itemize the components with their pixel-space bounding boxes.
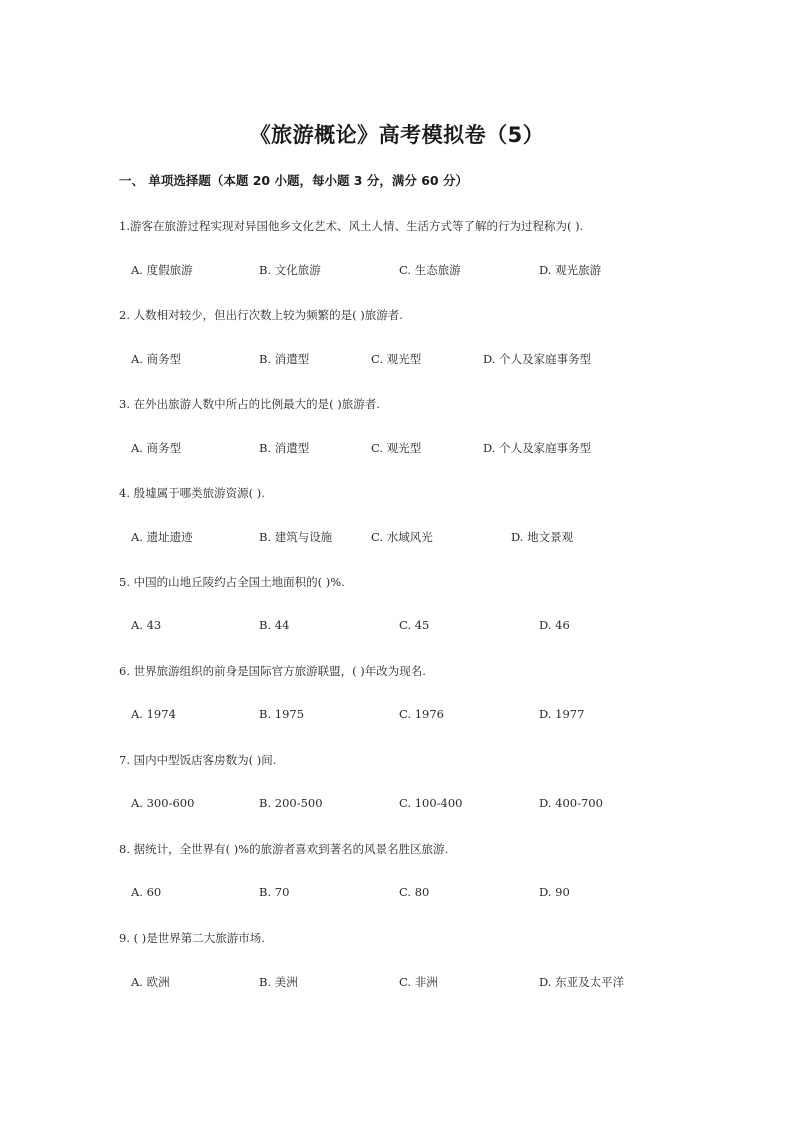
option-d: D. 400-700 <box>539 796 603 810</box>
question-4: 4. 殷墟属于哪类旅游资源( ). <box>119 486 265 500</box>
question-8: 8. 据统计，全世界有( )%的旅游者喜欢到著名的风景名胜区旅游. <box>119 842 449 856</box>
question-5: 5. 中国的山地丘陵约占全国土地面积的( )%. <box>119 575 345 589</box>
option-d: D. 观光旅游 <box>539 263 602 277</box>
option-a: A. 300-600 <box>131 796 195 810</box>
question-7: 7. 国内中型饭店客房数为( )间. <box>119 753 277 767</box>
question-6-options <box>0 707 794 723</box>
question-8-options <box>0 885 794 901</box>
section-heading: 一、 单项选择题（本题 20 小题，每小题 3 分，满分 60 分） <box>119 173 468 188</box>
option-d: D. 个人及家庭事务型 <box>483 441 592 455</box>
option-b: B. 消遣型 <box>259 352 310 366</box>
option-b: B. 44 <box>259 618 290 632</box>
option-a: A. 度假旅游 <box>131 263 193 277</box>
option-b: B. 建筑与设施 <box>259 530 333 544</box>
option-a: A. 欧洲 <box>131 975 170 989</box>
question-7-options <box>0 796 794 812</box>
question-6: 6. 世界旅游组织的前身是国际官方旅游联盟，( )年改为现名. <box>119 664 426 678</box>
option-c: C. 水域风光 <box>371 530 433 544</box>
question-5-options <box>0 618 794 634</box>
option-c: C. 1976 <box>399 707 444 721</box>
option-d: D. 46 <box>539 618 570 632</box>
option-b: B. 消遣型 <box>259 441 310 455</box>
question-1: 1.游客在旅游过程实现对异国他乡文化艺术、风土人情、生活方式等了解的行为过程称为( ). <box>119 219 584 233</box>
question-9-options <box>0 974 794 990</box>
option-c: C. 80 <box>399 885 430 899</box>
option-b: B. 美洲 <box>259 975 298 989</box>
option-a: A. 商务型 <box>131 352 182 366</box>
option-d: D. 个人及家庭事务型 <box>483 352 592 366</box>
option-c: C. 观光型 <box>371 352 422 366</box>
option-d: D. 1977 <box>539 707 585 721</box>
option-c: C. 45 <box>399 618 430 632</box>
option-d: D. 90 <box>539 885 570 899</box>
option-c: C. 生态旅游 <box>399 263 461 277</box>
option-a: A. 60 <box>131 885 162 899</box>
option-b: B. 文化旅游 <box>259 263 321 277</box>
question-1-options <box>0 262 794 278</box>
option-a: A. 遗址遗迹 <box>131 530 193 544</box>
option-c: C. 非洲 <box>399 975 438 989</box>
question-2-options <box>0 351 794 367</box>
question-4-options <box>0 529 794 545</box>
option-b: B. 70 <box>259 885 290 899</box>
question-3-options <box>0 440 794 456</box>
option-b: B. 1975 <box>259 707 305 721</box>
question-2: 2. 人数相对较少，但出行次数上较为频繁的是( )旅游者. <box>119 308 403 322</box>
page-title: 《旅游概论》高考模拟卷（5） <box>249 123 545 147</box>
option-a: A. 商务型 <box>131 441 182 455</box>
option-b: B. 200-500 <box>259 796 323 810</box>
option-d: D. 地文景观 <box>511 530 574 544</box>
question-9: 9. ( )是世界第二大旅游市场. <box>119 931 265 945</box>
option-a: A. 43 <box>131 618 162 632</box>
option-c: C. 观光型 <box>371 441 422 455</box>
option-a: A. 1974 <box>131 707 176 721</box>
option-d: D. 东亚及太平洋 <box>539 975 625 989</box>
option-c: C. 100-400 <box>399 796 463 810</box>
question-3: 3. 在外出旅游人数中所占的比例最大的是( )旅游者. <box>119 397 380 411</box>
